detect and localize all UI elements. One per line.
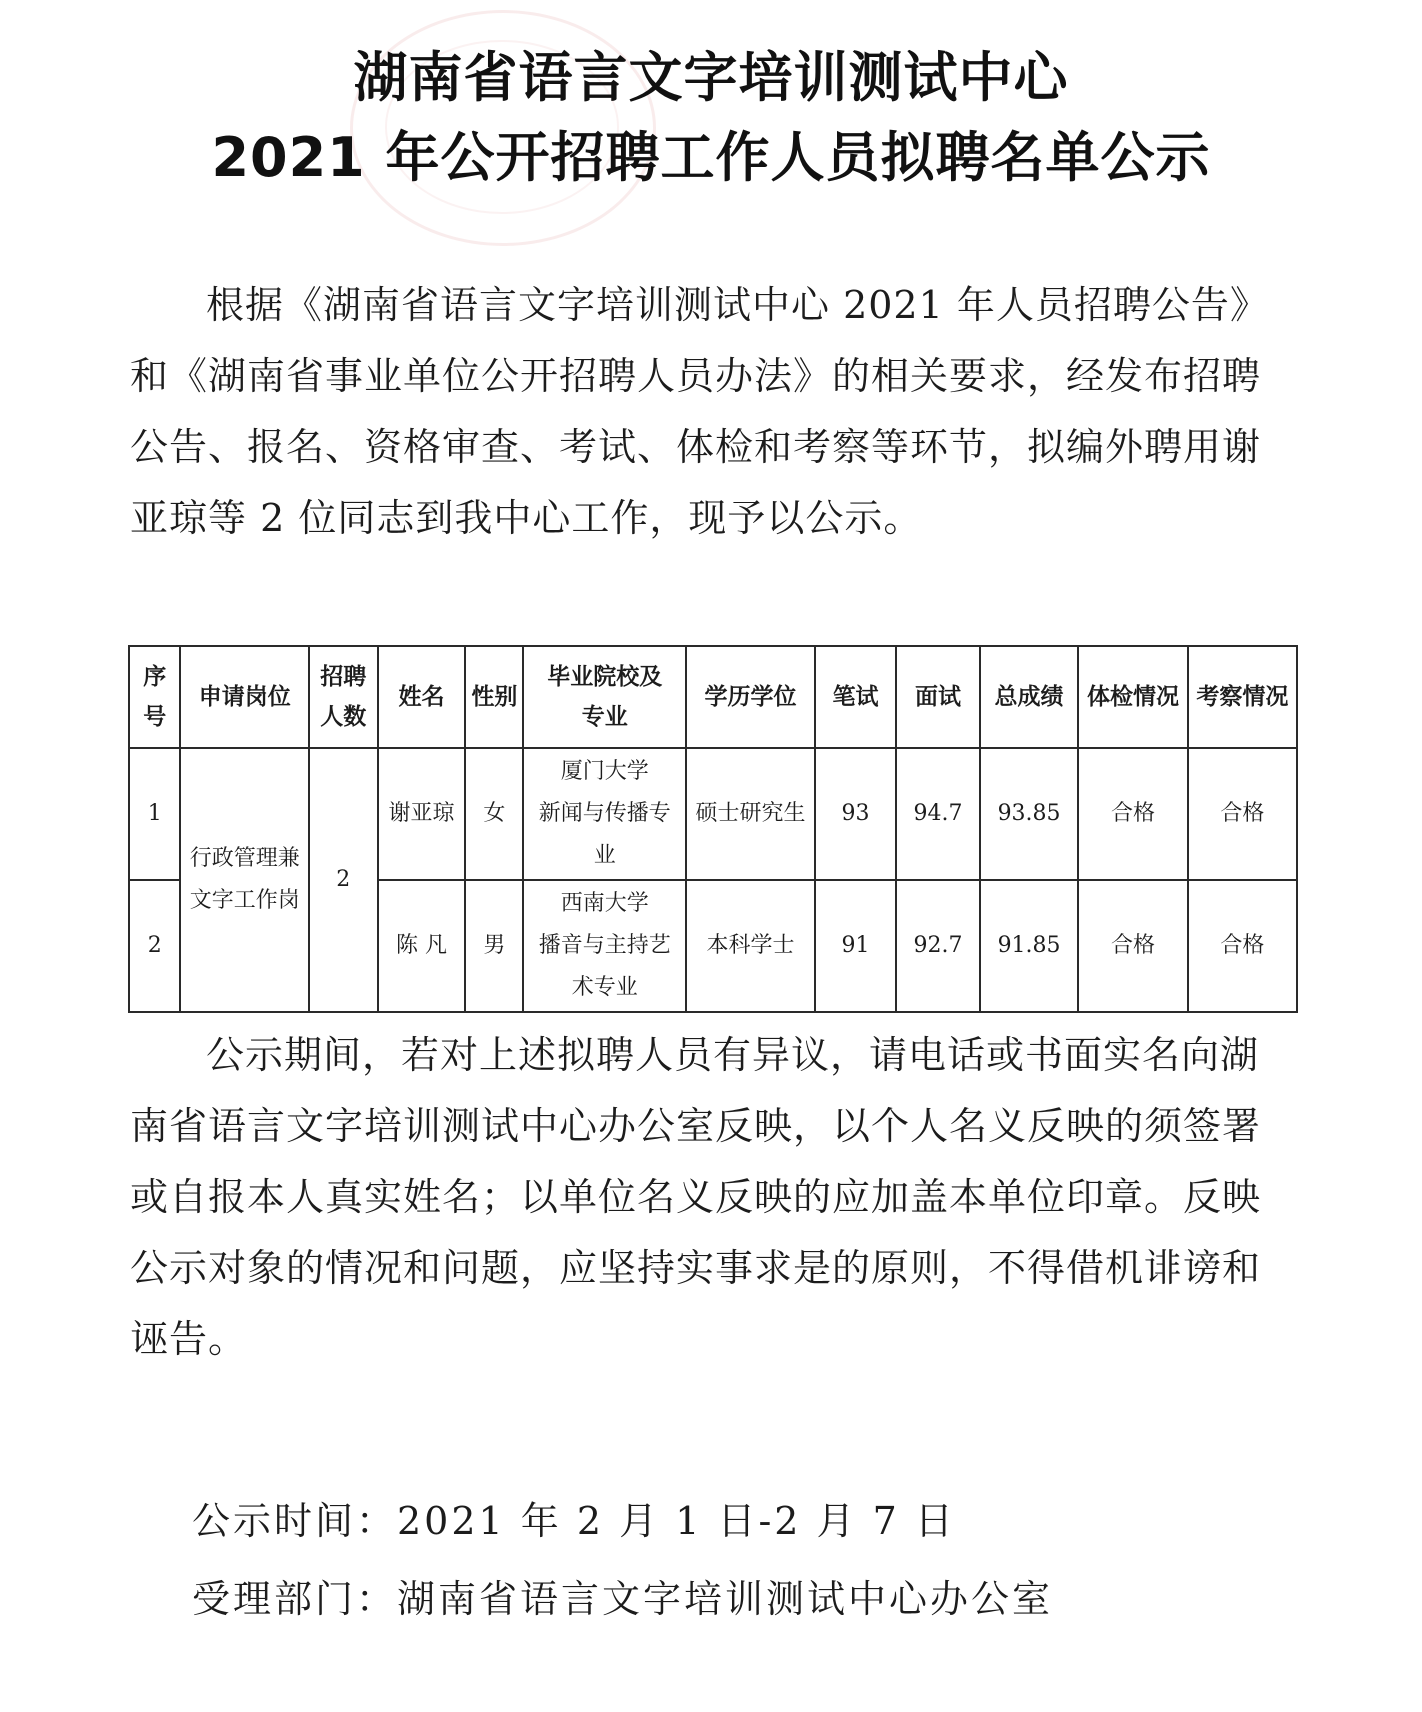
cell-written: 93 [815, 748, 896, 880]
table-row [129, 748, 1297, 880]
cell-degree: 本科学士 [686, 880, 815, 1012]
cell-review: 合格 [1188, 880, 1297, 1012]
cell-seq: 2 [129, 880, 180, 1012]
header-total: 总成绩 [980, 646, 1079, 748]
intro-paragraph: 根据《湖南省语言文字培训测试中心 2021 年人员招聘公告》和《湖南省事业单位公开招聘人员办法》的相关要求，经发布招聘公告、报名、资格审查、考试、体检和考察等环节，拟编外聘用谢亚琼等 2 位同志到我中心工作，现予以公示。 [130, 283, 1269, 540]
publication-period: 公示时间：2021 年 2 月 1 日-2 月 7 日 [192, 1499, 956, 1543]
cell-degree: 硕士研究生 [686, 748, 815, 880]
header-seq: 序 号 [129, 646, 180, 748]
cell-interview: 94.7 [896, 748, 980, 880]
cell-physical: 合格 [1078, 880, 1187, 1012]
header-name: 姓名 [378, 646, 466, 748]
candidate-table [128, 645, 1298, 1013]
cell-quota: 2 [309, 748, 378, 1012]
header-degree: 学历学位 [686, 646, 815, 748]
objection-paragraph: 公示期间，若对上述拟聘人员有异议，请电话或书面实名向湖南省语言文字培训测试中心办公室反映，以个人名义反映的须签署或自报本人真实姓名；以单位名义反映的应加盖本单位印章。反映公示对象的情况和问题，应坚持实事求是的原则，不得借机诽谤和诬告。 [130, 1033, 1262, 1361]
cell-total: 93.85 [980, 748, 1079, 880]
cell-written: 91 [815, 880, 896, 1012]
cell-seq: 1 [129, 748, 180, 880]
cell-name: 谢亚琼 [378, 748, 466, 880]
cell-interview: 92.7 [896, 880, 980, 1012]
cell-gender: 男 [465, 880, 523, 1012]
cell-school: 厦门大学 新闻与传播专 业 [523, 748, 686, 880]
cell-total: 91.85 [980, 880, 1079, 1012]
title-line-1: 湖南省语言文字培训测试中心 [353, 46, 1069, 109]
cell-gender: 女 [465, 748, 523, 880]
handling-department: 受理部门：湖南省语言文字培训测试中心办公室 [192, 1577, 1054, 1621]
cell-school: 西南大学 播音与主持艺 术专业 [523, 880, 686, 1012]
header-quota: 招聘 人数 [309, 646, 378, 748]
header-review: 考察情况 [1188, 646, 1297, 748]
header-gender: 性别 [465, 646, 523, 748]
cell-position: 行政管理兼 文字工作岗 [180, 748, 309, 1012]
header-interview: 面试 [896, 646, 980, 748]
title-line-2: 2021 年公开招聘工作人员拟聘名单公示 [211, 126, 1211, 189]
header-position: 申请岗位 [180, 646, 309, 748]
header-school: 毕业院校及 专业 [523, 646, 686, 748]
header-physical: 体检情况 [1078, 646, 1187, 748]
header-written: 笔试 [815, 646, 896, 748]
cell-physical: 合格 [1078, 748, 1187, 880]
cell-review: 合格 [1188, 748, 1297, 880]
cell-name: 陈 凡 [378, 880, 466, 1012]
table-header-row [129, 646, 1297, 748]
